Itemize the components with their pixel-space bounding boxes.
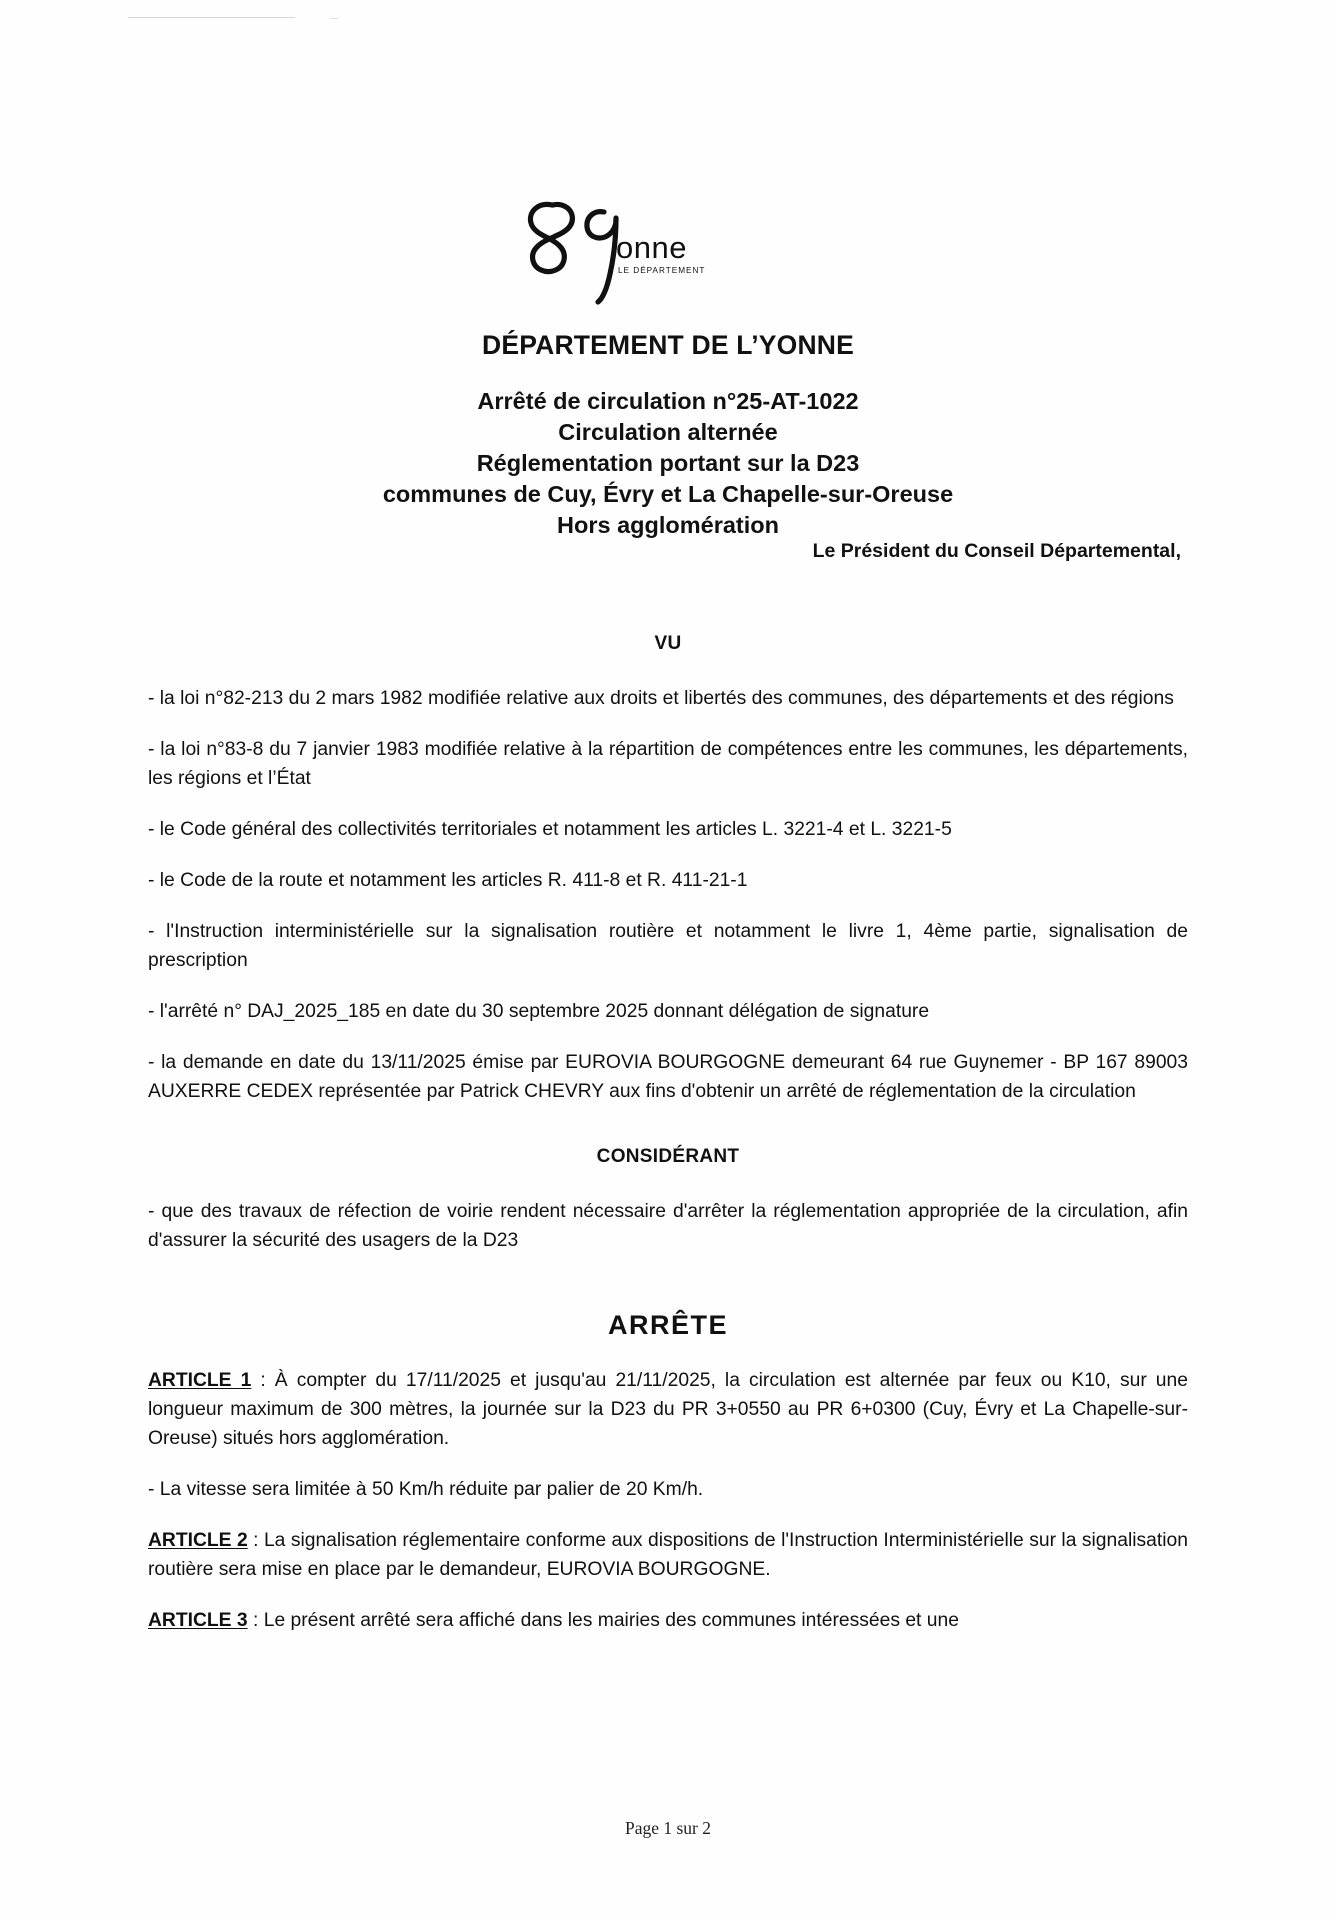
- yonne-logo-icon: [508, 196, 718, 306]
- article-text: À compter du 17/11/2025 et jusqu'au 21/11/2025, la circulation est alternée par feux ou K10, sur une longueur maximum de 300 mètres, la journée sur la D23 du PR 3+0550 au PR 6+0300 (Cuy, Évry et La Chapelle-sur-Oreuse) situés hors agglomération.: [148, 1370, 1188, 1449]
- signatory-line: Le Président du Conseil Départemental,: [812, 540, 1181, 562]
- subtitle-line-3: Réglementation portant sur la D23: [476, 450, 860, 476]
- article-paragraph: [148, 1366, 1188, 1453]
- document-subtitle-block: [0, 386, 1336, 541]
- logo-wordmark: onne: [616, 230, 687, 265]
- section-heading-considerant: CONSIDÉRANT: [596, 1146, 740, 1167]
- article-separator: :: [247, 1530, 264, 1551]
- section-heading-arrete: ARRÊTE: [607, 1310, 728, 1340]
- article-paragraph: [148, 1475, 1188, 1504]
- document-body: [148, 595, 1188, 1657]
- subtitle-line-5: Hors agglomération: [557, 512, 779, 538]
- scan-artifact-line: [128, 17, 295, 18]
- article-paragraph: [148, 1606, 1188, 1635]
- logo-tagline: LE DÉPARTEMENT: [618, 266, 706, 275]
- article-separator: :: [247, 1610, 264, 1631]
- section-heading-vu: VU: [654, 633, 682, 654]
- article-label: ARTICLE 3: [148, 1610, 248, 1631]
- article-text: - La vitesse sera limitée à 50 Km/h réduite par palier de 20 Km/h.: [148, 1479, 704, 1500]
- article-text: Le présent arrêté sera affiché dans les mairies des communes intéressées et une: [263, 1610, 959, 1631]
- yonne-logo: [508, 196, 718, 306]
- logo-header: [0, 196, 1336, 306]
- article-label: ARTICLE 2: [148, 1530, 248, 1551]
- vu-item: - la loi n°83-8 du 7 janvier 1983 modifiée relative à la répartition de compétences entre les communes, les départements, les régions et l’État: [148, 739, 1188, 789]
- scan-artifact-dot: [330, 18, 338, 19]
- vu-item: - la loi n°82-213 du 2 mars 1982 modifiée relative aux droits et libertés des communes, des départements et des régions: [148, 688, 1174, 709]
- vu-item: - l'Instruction interministérielle sur la signalisation routière et notamment le livre 1, 4ème partie, signalisation de prescription: [148, 921, 1188, 971]
- article-text: La signalisation réglementaire conforme aux dispositions de l'Instruction Interministérielle sur la signalisation routière sera mise en place par le demandeur, EUROVIA BOURGOGNE.: [148, 1530, 1188, 1580]
- vu-item: - l'arrêté n° DAJ_2025_185 en date du 30 septembre 2025 donnant délégation de signature: [148, 1001, 930, 1022]
- vu-item: - le Code général des collectivités territoriales et notamment les articles L. 3221-4 et L. 3221-5: [148, 819, 952, 840]
- article-paragraph: [148, 1526, 1188, 1584]
- subtitle-line-4: communes de Cuy, Évry et La Chapelle-sur-Oreuse: [382, 481, 954, 507]
- article-label: ARTICLE 1: [148, 1370, 252, 1391]
- vu-item: - le Code de la route et notamment les articles R. 411-8 et R. 411-21-1: [148, 870, 748, 891]
- article-separator: :: [251, 1370, 275, 1391]
- considerant-item: - que des travaux de réfection de voirie rendent nécessaire d'arrêter la réglementation appropriée de la circulation, afin d'assurer la sécurité des usagers de la D23: [148, 1201, 1188, 1251]
- vu-item: - la demande en date du 13/11/2025 émise par EUROVIA BOURGOGNE demeurant 64 rue Guynemer - BP 167 89003 AUXERRE CEDEX représentée par Patrick CHEVRY aux fins d'obtenir un arrêté de réglementation de la circulation: [148, 1052, 1188, 1102]
- subtitle-line-2: Circulation alternée: [558, 419, 778, 445]
- page-title: DÉPARTEMENT DE L’YONNE: [482, 330, 854, 360]
- page-footer: Page 1 sur 2: [624, 1818, 712, 1838]
- subtitle-line-1: Arrêté de circulation n°25-AT-1022: [477, 388, 859, 414]
